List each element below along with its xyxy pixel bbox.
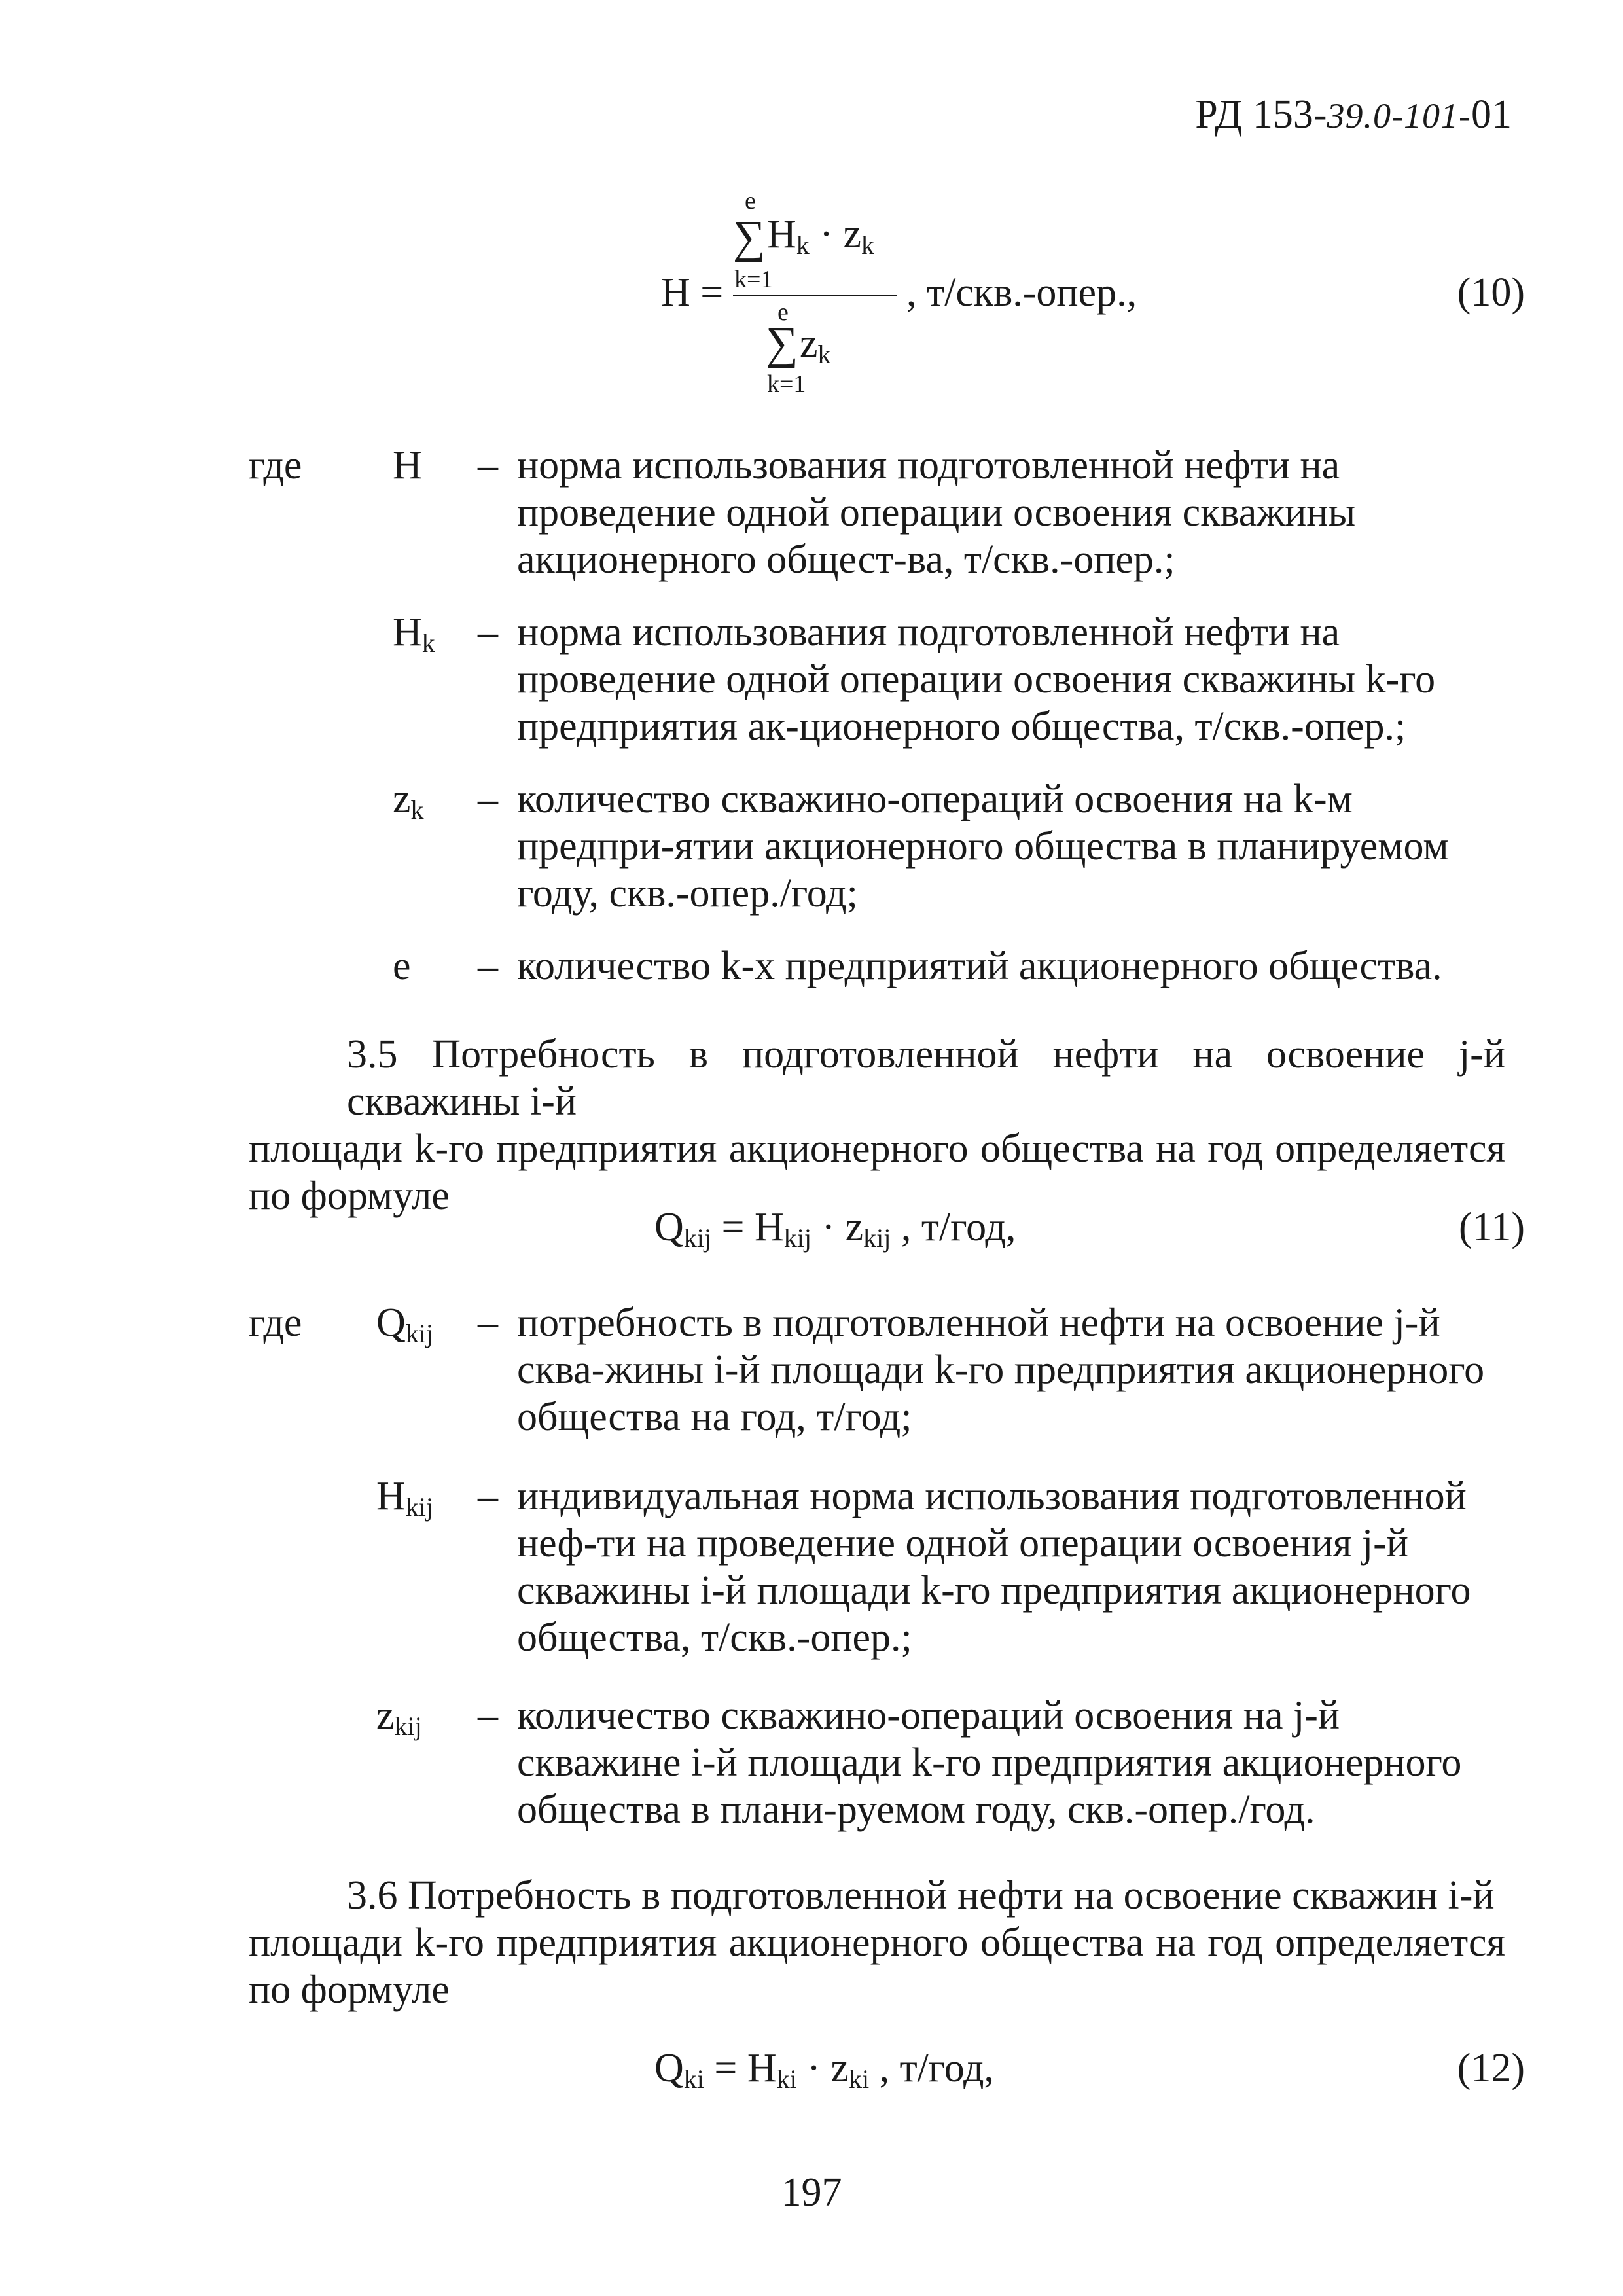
symbol-main: H: [376, 1474, 406, 1518]
paragraph-rest: площади k-го предприятия акционерного общества на год определяется по формуле: [249, 1126, 1505, 1218]
formula-10: [654, 187, 1525, 403]
times-z: · z: [796, 2046, 849, 2090]
numerator-expression: [767, 211, 874, 260]
formula-10-fraction: [726, 187, 897, 403]
symbol-sub: kij: [394, 1712, 422, 1741]
dash: –: [478, 944, 498, 988]
q-sub: ki: [683, 2064, 704, 2094]
dash: –: [478, 777, 498, 821]
symbol: [376, 1299, 433, 1357]
document-code: [1195, 92, 1512, 138]
where-item-h: [249, 442, 1525, 592]
page-number: 197: [781, 2170, 842, 2215]
numerator-h-sub: k: [796, 230, 810, 260]
document-code-suffix: 01: [1471, 92, 1512, 137]
denominator-expression: [800, 321, 831, 370]
numerator-h: H: [767, 212, 796, 257]
description: норма использования подготовленной нефти на проведение одной операции освоения скважины акционерного общест-ва, т/скв.-опер.;: [517, 443, 1356, 582]
symbol-sub: k: [410, 795, 424, 825]
description: норма использования подготовленной нефти на проведение одной операции освоения скважины k-го предприятия ак-ционерного общества, т/скв.-опер.;: [517, 610, 1436, 749]
denominator-sum-sign: ∑: [766, 318, 798, 368]
q: Q: [654, 2046, 684, 2090]
unit: , т/год,: [891, 1205, 1016, 1249]
formula-10-lhs: H =: [661, 270, 724, 315]
description: количество скважино-операций освоения на j-й скважине i-й площади k-го предприятия акционерного общества в плани-руемом году, скв.-опер./год.: [517, 1693, 1462, 1832]
symbol-main: e: [393, 944, 411, 988]
symbol: [393, 942, 411, 990]
where-item-hk: [249, 609, 1525, 759]
numerator-sum-upper: e: [745, 187, 756, 215]
formula-12-number: (12): [1457, 2046, 1525, 2090]
where-label: где: [249, 443, 302, 488]
z-sub: kij: [863, 1223, 891, 1253]
numerator-sum-lower: k=1: [734, 266, 774, 293]
h-sub: ki: [776, 2064, 797, 2094]
paragraph-3-5: [249, 1031, 1505, 1219]
where-item-zk: [249, 776, 1525, 926]
numerator-times: ·: [819, 212, 833, 257]
paragraph-rest: площади k-го предприятия акционерного общества на год определяется по формуле: [249, 1920, 1505, 2012]
description: количество k-х предприятий акционерного общества.: [517, 944, 1442, 988]
denominator-sum-upper: e: [777, 298, 789, 326]
symbol-sub: kij: [405, 1492, 434, 1522]
denominator-z: z: [800, 321, 818, 366]
h-sub: kij: [783, 1223, 812, 1253]
numerator-z-sub: k: [861, 230, 874, 260]
symbol-main: z: [393, 777, 411, 821]
description: количество скважино-операций освоения на k-м предпри-ятии акционерного общества в планируемом году, скв.-опер./год;: [517, 777, 1449, 916]
paragraph-first-line: 3.6 Потребность в подготовленной нефти на освоение скважин i-й: [347, 1873, 1495, 1918]
dash: –: [478, 443, 498, 488]
formula-11-number: (11): [1459, 1205, 1525, 1249]
document-code-prefix: РД 153-: [1195, 92, 1327, 137]
where-item-zkij: [249, 1692, 1525, 1842]
paragraph-first-line: 3.5 Потребность в подготовленной нефти на освоение j-й скважины i-й: [347, 1032, 1505, 1124]
denominator-sum-lower: k=1: [767, 370, 806, 398]
symbol: [376, 1692, 422, 1750]
symbol: [393, 442, 422, 500]
where-item-hkij: [249, 1473, 1525, 1669]
symbol-sub: k: [421, 628, 435, 658]
symbol-main: H: [393, 610, 422, 655]
formula-11-body: [654, 1204, 1016, 1253]
formula-10-number: (10): [1457, 270, 1525, 315]
numerator-z: z: [843, 212, 861, 257]
denominator-z-sub: k: [817, 340, 831, 369]
equals-h: = H: [711, 1205, 784, 1249]
symbol-main: z: [376, 1693, 395, 1738]
symbol-main: Q: [376, 1300, 406, 1345]
document-code-handwritten: 39.0-101-: [1327, 96, 1471, 135]
dash: –: [478, 610, 498, 655]
symbol-main: H: [393, 443, 422, 488]
numerator-sum-sign: ∑: [733, 212, 766, 262]
dash: –: [478, 1474, 498, 1518]
dash: –: [478, 1693, 498, 1738]
unit: , т/год,: [869, 2046, 995, 2090]
times-z: · z: [812, 1205, 864, 1249]
z-sub: ki: [848, 2064, 870, 2094]
equals-h: = H: [704, 2046, 777, 2090]
symbol-sub: kij: [405, 1319, 434, 1348]
where-label: где: [249, 1300, 302, 1345]
symbol: [376, 1473, 433, 1531]
dash: –: [478, 1300, 498, 1345]
description: потребность в подготовленной нефти на освоение j-й сква-жины i-й площади k-го предприятия акционерного общества на год, т/год;: [517, 1300, 1485, 1439]
paragraph-3-6: [249, 1872, 1505, 2013]
symbol: [393, 609, 435, 667]
where-item-qkij: [249, 1299, 1525, 1450]
where-item-e: [249, 942, 1525, 995]
formula-12-body: [654, 2045, 994, 2094]
description: индивидуальная норма использования подготовленной неф-ти на проведение одной операции освоения j-й скважины i-й площади k-го предприятия акционерного общества, т/скв.-опер.;: [517, 1474, 1471, 1660]
symbol: [393, 776, 424, 834]
formula-10-unit: , т/скв.-опер.,: [906, 270, 1137, 315]
q-sub: kij: [683, 1223, 712, 1253]
q: Q: [654, 1205, 684, 1249]
fraction-bar: [733, 295, 897, 296]
